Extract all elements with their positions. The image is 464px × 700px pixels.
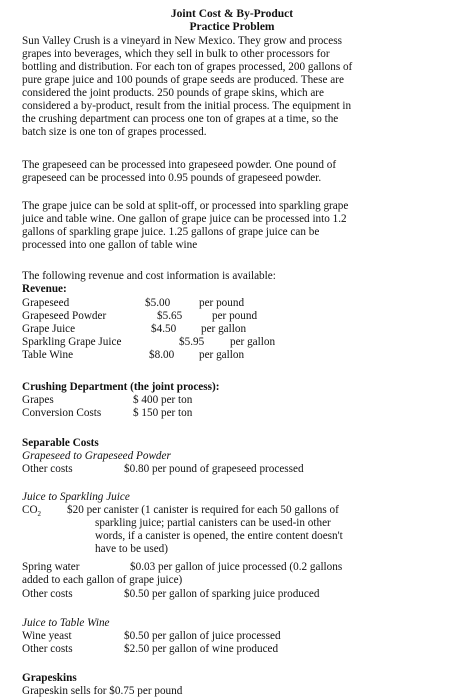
co2-text: CO	[22, 504, 38, 516]
revenue-price: $5.00	[145, 297, 171, 309]
grapeseed-paragraph	[22, 159, 454, 185]
spring-label: Spring water	[22, 561, 80, 573]
document-subtitle: Practice Problem	[189, 21, 275, 33]
juice-line: processed into one gallon of table wine	[22, 239, 198, 251]
grapeseed-line: The grapeseed can be processed into grapeseed powder. One pound of	[22, 159, 337, 171]
intro-line: pure grape juice and 100 pounds of grape seeds are produced. These are	[22, 74, 344, 86]
intro-line: the crushing department can process one ton of grapes at a time, so the	[22, 113, 339, 125]
revenue-name: Grapeseed Powder	[22, 310, 107, 322]
revenue-price: $5.95	[179, 336, 205, 348]
revenue-unit: per gallon	[201, 323, 247, 335]
sparkling-other-value: $0.50 per gallon of sparking juice produced	[124, 588, 320, 600]
crushing-item-cost: $ 150 per ton	[133, 407, 193, 419]
revenue-name: Sparkling Grape Juice	[22, 336, 122, 348]
revenue-unit: per gallon	[230, 336, 276, 348]
intro-line: bottling and distribution. For each ton of grapes processed, 200 gallons of	[22, 61, 353, 73]
co2-line: $20 per canister (1 canister is required for each 50 gallons of	[67, 504, 339, 516]
juice-line: The grape juice can be sold at split-off, or processed into sparkling grape	[22, 200, 349, 212]
revenue-unit: per gallon	[199, 349, 245, 361]
intro-paragraph	[22, 35, 454, 139]
wine-other-value: $2.50 per gallon of wine produced	[124, 643, 279, 655]
crushing-item-name: Conversion Costs	[22, 407, 102, 419]
intro-line: considered the joint products. 250 pounds of grape skins, which are	[22, 87, 324, 99]
intro-line: grapes into beverages, which they sell in bulk to other processors for	[22, 48, 330, 60]
revenue-unit: per pound	[199, 297, 245, 309]
intro-line: Sun Valley Crush is a vineyard in New Mexico. They grow and process	[22, 35, 342, 47]
revenue-name: Grape Juice	[22, 323, 76, 335]
yeast-label: Wine yeast	[22, 630, 72, 642]
revenue-name: Grapeseed	[22, 297, 70, 309]
crushing-heading: Crushing Department (the joint process):	[22, 381, 220, 393]
revenue-price: $4.50	[151, 323, 177, 335]
spring-continuation: added to each gallon of grape juice)	[22, 574, 183, 586]
powder-other-value: $0.80 per pound of grapeseed processed	[124, 463, 304, 475]
revenue-unit: per pound	[212, 310, 258, 322]
revenue-price: $5.65	[157, 310, 183, 322]
document-title: Joint Cost & By-Product	[170, 8, 294, 20]
powder-other-label: Other costs	[22, 463, 73, 475]
co2-line: words, if a canister is opened, the entire content doesn't	[95, 530, 343, 542]
wine-other-label: Other costs	[22, 643, 73, 655]
spring-value: $0.03 per gallon of juice processed (0.2 gallons	[130, 561, 343, 573]
yeast-value: $0.50 per gallon of juice processed	[124, 630, 281, 642]
crushing-item-name: Grapes	[22, 394, 54, 406]
grapeseed-line: grapeseed can be processed into 0.95 pounds of grapeseed powder.	[22, 172, 322, 184]
revenue-heading: Revenue:	[22, 283, 67, 295]
intro-line: considered a by-product, result from the initial process. The equipment in	[22, 100, 352, 112]
revenue-name: Table Wine	[22, 349, 74, 361]
grapeskins-text: Grapeskin sells for $0.75 per pound	[22, 685, 183, 697]
co2-line: sparkling juice; partial canisters can be used-in other	[95, 517, 331, 529]
grapeskins-heading: Grapeskins	[22, 672, 77, 684]
info-intro: The following revenue and cost information is available:	[22, 270, 276, 282]
powder-heading: Grapeseed to Grapeseed Powder	[22, 450, 171, 462]
co2-subscript: 2	[37, 510, 42, 519]
co2-label	[22, 504, 41, 521]
sparkling-other-label: Other costs	[22, 588, 73, 600]
wine-heading: Juice to Table Wine	[22, 617, 110, 629]
crushing-item-cost: $ 400 per ton	[133, 394, 193, 406]
juice-line: juice and table wine. One gallon of grape juice can be processed into 1.2	[22, 213, 347, 225]
intro-line: batch size is one ton of grapes processed.	[22, 126, 207, 138]
juice-paragraph	[22, 200, 454, 252]
sparkling-heading: Juice to Sparkling Juice	[22, 491, 130, 503]
revenue-price: $8.00	[149, 349, 175, 361]
separable-heading: Separable Costs	[22, 437, 99, 449]
co2-line: have to be used)	[95, 543, 169, 555]
juice-line: gallons of sparkling grape juice. 1.25 gallons of grape juice can be	[22, 226, 320, 238]
